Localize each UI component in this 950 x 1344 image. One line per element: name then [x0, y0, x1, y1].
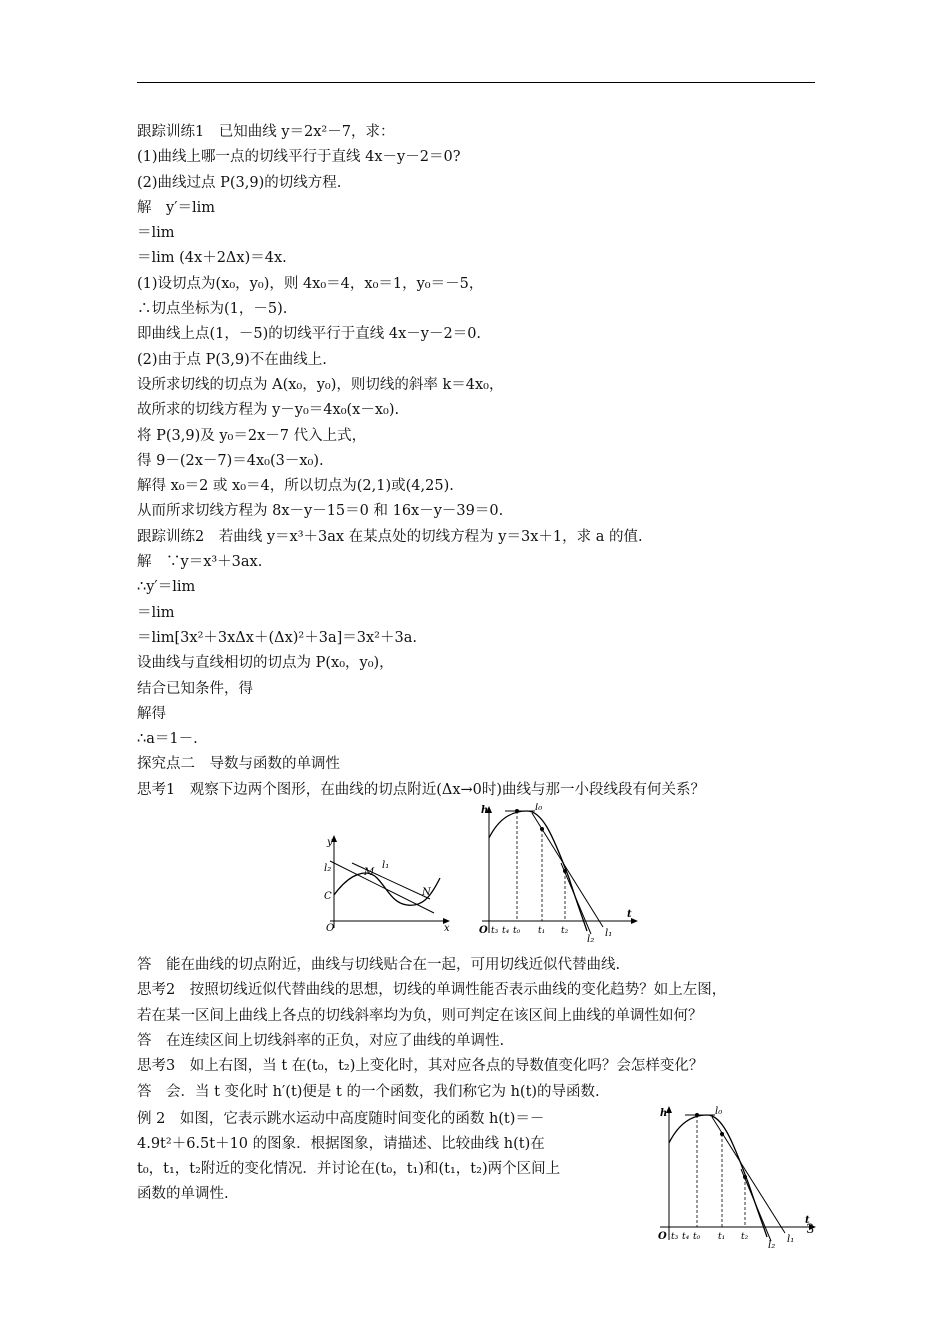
text-line: 函数的单调性. [137, 1185, 229, 1202]
l1-label: l₁ [605, 928, 613, 940]
text-line: 解 ∵y＝x³＋3ax. [137, 554, 263, 571]
text-line: 从而所求切线方程为 8x－y－15＝0 和 16x－y－39＝0. [137, 503, 504, 520]
text-line: ∴y′＝lim [137, 579, 196, 596]
line-l1-label: l₁ [382, 860, 390, 872]
text-line: ＝lim [137, 604, 175, 621]
text-line: (1)曲线上哪一点的切线平行于直线 4x－y－2＝0? [137, 149, 461, 166]
t3-label: t₃ [671, 1231, 679, 1242]
x-axis-label: x [444, 923, 450, 934]
text-line: 4.9t²＋6.5t＋10 的图象．根据图象，请描述、比较曲线 h(t)在 [137, 1135, 545, 1152]
text-line: ∴a＝1－. [137, 731, 198, 748]
text-line: 思考2 按照切线近似代替曲线的思想，切线的单调性能否表示曲线的变化趋势？如上左图， [137, 982, 727, 999]
t0-label: t₀ [693, 1231, 701, 1242]
header-rule [137, 82, 815, 83]
point-n-label: N [422, 887, 431, 899]
text-line: 将 P(3,9)及 y₀＝2x－7 代入上式， [137, 427, 367, 444]
text-line: 解得 [137, 705, 166, 722]
text-line: 答 能在曲线的切点附近，曲线与切线贴合在一起，可用切线近似代替曲线. [137, 957, 621, 974]
point-m-label: M [364, 867, 375, 879]
text-line: 结合已知条件，得 [137, 680, 253, 697]
line-l2-label: l₂ [324, 863, 332, 875]
block-top [137, 120, 817, 803]
text-line: t₀，t₁，t₂附近的变化情况．并讨论在(t₀，t₁)和(t₁，t₂)两个区间上 [137, 1160, 561, 1177]
tangent-line-figure [322, 833, 452, 933]
origin-label: O [479, 925, 488, 937]
text-line: 若在某一区间上曲线上各点的切线斜率均为负，则可判定在该区间上曲线的单调性如何？ [137, 1007, 703, 1024]
text-line: 解得 x₀＝2 或 x₀＝4，所以切点为(2,1)或(4,25). [137, 478, 454, 495]
text-line: ＝lim [137, 225, 175, 242]
text-line: 设所求切线的切点为 A(x₀，y₀)，则切线的斜率 k＝4x₀， [137, 376, 504, 393]
text-line: 解 y′＝lim [137, 199, 216, 216]
height-time-figure-bottom [655, 1105, 820, 1250]
text-line: 即曲线上点(1，－5)的切线平行于直线 4x－y－2＝0. [137, 326, 482, 343]
example-2 [137, 1105, 817, 1250]
t1-label: t₁ [718, 1231, 726, 1242]
text-line: 故所求的切线方程为 y－y₀＝4x₀(x－x₀). [137, 402, 400, 419]
h-axis-label: h [481, 805, 489, 817]
t3-label: t₃ [491, 926, 499, 937]
l1-label: l₁ [787, 1233, 795, 1245]
t0-label: t₀ [513, 926, 521, 937]
height-time-figure-top [477, 803, 642, 943]
figure-row [137, 803, 817, 953]
text-line: 思考3 如上右图，当 t 在(t₀，t₂)上变化时，其对应各点的导数值变化吗？会怎样变化？ [137, 1058, 704, 1075]
text-line: 设曲线与直线相切的切点为 P(x₀，y₀)， [137, 655, 394, 672]
text-line: 答 会．当 t 变化时 h′(t)便是 t 的一个函数，我们称它为 h(t)的导函数. [137, 1083, 600, 1100]
t1-label: t₁ [538, 926, 546, 937]
t4-label: t₄ [682, 1231, 690, 1242]
page-content [137, 120, 817, 1250]
text-line: ∴切点坐标为(1，－5). [137, 301, 288, 318]
text-line: 跟踪训练1 已知曲线 y＝2x²－7，求： [137, 124, 395, 140]
t4-label: t₄ [502, 926, 510, 937]
origin-label: O [326, 923, 335, 934]
l2-label: l₂ [587, 934, 595, 944]
l0-label: l₀ [535, 803, 543, 814]
h-axis-label: h [660, 1107, 668, 1119]
t-axis-label: t [627, 909, 632, 921]
text-line: ＝lim[3x²＋3xΔx＋(Δx)²＋3a]＝3x²＋3a. [137, 629, 417, 646]
l2-label: l₂ [768, 1239, 776, 1250]
page-number: 3 [806, 1222, 815, 1237]
y-axis-label: y [327, 837, 333, 849]
origin-label: O [658, 1230, 667, 1242]
text-line: 跟踪训练2 若曲线 y＝x³＋3ax 在某点处的切线方程为 y＝3x＋1，求 a 的值. [137, 528, 643, 545]
section-heading: 探究点二 导数与函数的单调性 [137, 756, 340, 773]
text-line: (2)由于点 P(3,9)不在曲线上. [137, 351, 327, 368]
text-line: 例 2 如图，它表示跳水运动中高度随时间变化的函数 h(t)＝－ [137, 1110, 545, 1127]
text-line: ＝lim (4x＋2Δx)＝4x. [137, 250, 287, 267]
t2-label: t₂ [741, 1231, 749, 1242]
text-line: (2)曲线过点 P(3,9)的切线方程. [137, 174, 342, 191]
text-line: 思考1 观察下边两个图形，在曲线的切点附近(Δx→0时)曲线与那一小段线段有何关系？ [137, 781, 706, 798]
block-mid [137, 953, 817, 1105]
l0-label: l₀ [715, 1105, 723, 1117]
text-line: 答 在连续区间上切线斜率的正负，对应了曲线的单调性. [137, 1032, 505, 1049]
t-axis-label: t [805, 1214, 810, 1226]
text-line: 得 9－(2x－7)＝4x₀(3－x₀). [137, 452, 324, 469]
text-line: (1)设切点为(x₀，y₀)，则 4x₀＝4，x₀＝1，y₀＝－5， [137, 275, 484, 292]
curve-label: C [324, 891, 332, 903]
t2-label: t₂ [561, 926, 569, 937]
